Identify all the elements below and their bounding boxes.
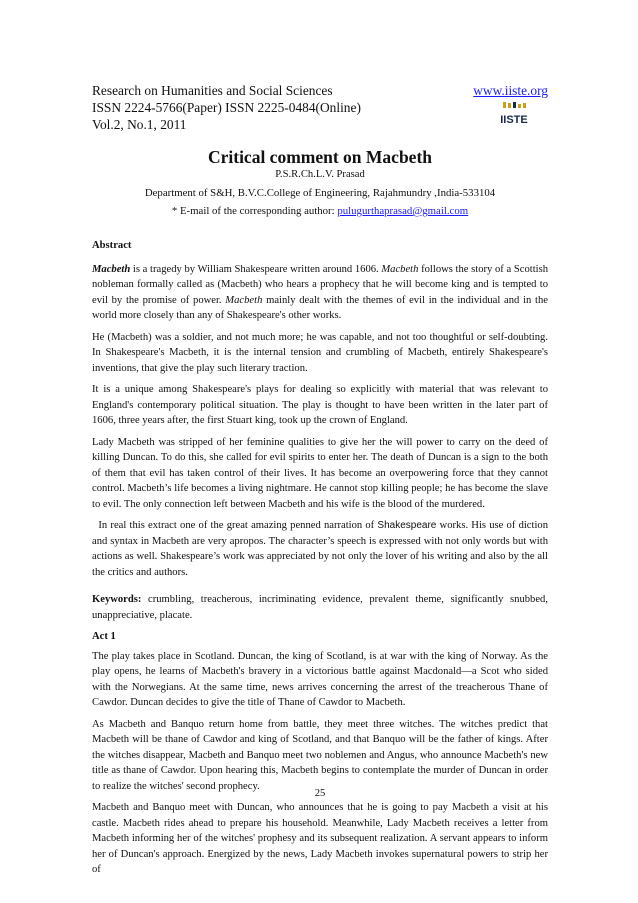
page-number: 25: [314, 788, 326, 799]
author-affiliation: Department of S&H, B.V.C.College of Engineering, Rajahmundry ,India-533104: [144, 187, 496, 199]
abstract-paragraph-3: It is a unique among Shakespeare's plays for dealing so explicitly with material that was relevant to England's contemporary political situation. The play is thought to have been written in the later part of 1606, three years after, the first Stuart king, took up the crown of England.: [92, 384, 548, 426]
journal-name: Research on Humanities and Social Sciences: [92, 83, 333, 98]
journal-issn: ISSN 2224-5766(Paper) ISSN 2225-0484(Online): [92, 100, 361, 115]
abstract-paragraph-2: He (Macbeth) was a soldier, and not much more; he was capable, and not too thoughtful or self-doubting. In Shakespeare's Macbeth, it is the internal tension and crumbling of Macbeth, entirely Shakespeare's inventions, that give the play such literary traction.: [92, 331, 548, 374]
keywords-list: crumbling, treacherous, incriminating evidence, prevalent theme, significantly snubbed, unappreciative, placate.: [92, 594, 548, 621]
keywords-label: Keywords:: [92, 594, 142, 605]
act1-paragraph-1: The play takes place in Scotland. Duncan, the king of Scotland, is at war with the king of Norway. As the play opens, he learns of Macbeth's bravery in a victorious battle against Macdonald—a Scot who sided with the Norwegians. At the same time, news arrives concerning the arrest of the treacherous Thane of Cawdor. Duncan decides to give the title of Thane of Cawdor to Macbeth.: [92, 650, 548, 708]
email-prefix: * E-mail of the corresponding author:: [171, 205, 338, 217]
author-email-line: [92, 204, 548, 218]
logo-text: IISTE: [500, 114, 528, 126]
author-name: P.S.R.Ch.L.V. Prasad: [275, 169, 365, 180]
abstract-paragraph-5: In real this extract one of the great amazing penned narration of Shakespeare works. His use of diction and syntax in Macbeth are very apropos. The character’s speech is expressed with not only words but with actions as well. Shakespeare’s work was appreciated by not only the lover of his writing and also by the all the critics and authors.: [92, 520, 548, 578]
macbeth-title-ref: Macbeth: [92, 263, 131, 275]
paper-title: Critical comment on Macbeth: [207, 147, 433, 167]
keywords-line: [92, 592, 548, 623]
iiste-logo: [500, 102, 528, 126]
abstract-paragraph-1: Macbeth is a tragedy by William Shakespeare written around 1606. Macbeth follows the story of a Scottish nobleman formally called as (Macbeth) who hears a prophecy that he will become king and is tempted to evil by the promise of power. Macbeth mainly dealt with the themes of evil in the individual and in the world more closely than any of Shakespeare's other works.: [92, 263, 549, 321]
journal-header: [92, 82, 548, 133]
journal-url-link[interactable]: www.iiste.org: [473, 83, 548, 98]
journal-volume: Vol.2, No.1, 2011: [92, 117, 187, 132]
abstract-heading: Abstract: [92, 240, 132, 251]
email-link[interactable]: pulugurthaprasad@gmail.com: [337, 205, 469, 217]
act1-paragraph-2: As Macbeth and Banquo return home from battle, they meet three witches. The witches predict that Macbeth will be thane of Cawdor and king of Scotland, and that Banquo will be the father of kings. After the witches disappear, Macbeth and Banquo meet two noblemen and Angus, who announce Macbeth's new title as thane of Cawdor. Upon hearing this, Macbeth begins to contemplate the murder of Duncan in order to realize the witches' second prophecy.: [92, 718, 548, 792]
abstract-paragraph-4: Lady Macbeth was stripped of her feminine qualities to give her the will power to carry on the deed of killing Duncan. To do this, she called for evil spirits to enter her. The death of Duncan is a sign to the both of them that evil has taken control of their lives. It has become an overpowering force that they cannot control. Macbeth’s life becomes a living nightmare. He cannot stop killing people; he has become the slave to evil. The only connection left between Macbeth and his wife is the blood of the murdered.: [92, 436, 548, 510]
act1-paragraph-3: Macbeth and Banquo meet with Duncan, who announces that he is going to pay Macbeth a visit at his castle. Macbeth rides ahead to prepare his household. Meanwhile, Lady Macbeth receives a letter from Macbeth informing her of the witches' prophesy and its subsequent realization. A servant appears to inform her of Duncan's approach. Energized by the news, Lady Macbeth invokes supernatural powers to strip her of: [92, 802, 548, 875]
paper-body: [92, 238, 548, 884]
act1-heading: Act 1: [92, 631, 116, 642]
